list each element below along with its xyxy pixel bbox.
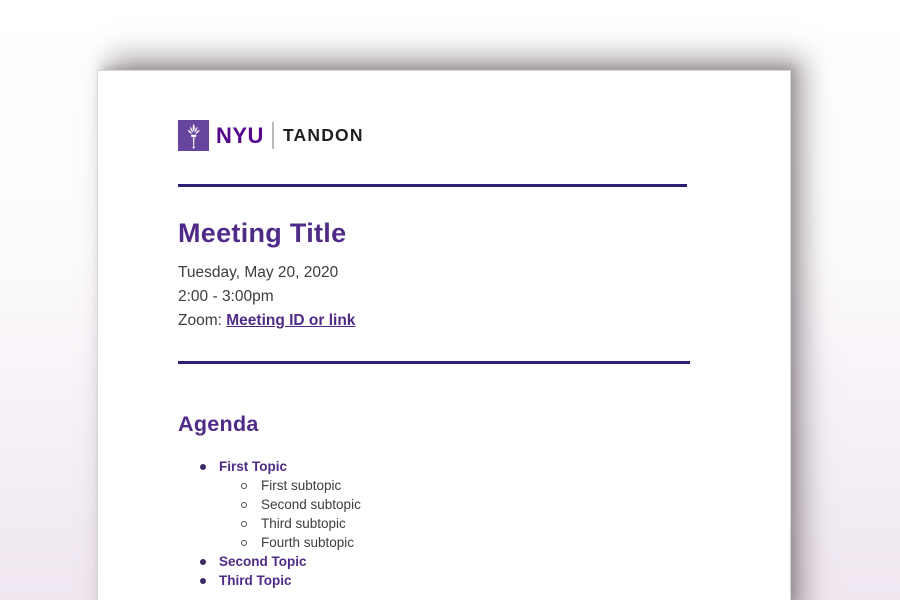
agenda-list [178,457,790,590]
document-page [97,70,791,600]
nyu-wordmark: NYU [216,122,264,148]
agenda-subtopic: Second subtopic [178,495,790,514]
page-content [98,71,790,590]
bullet-icon [200,464,206,470]
agenda-topic: Second Topic [178,552,790,571]
meeting-time: 2:00 - 3:00pm [178,288,274,305]
agenda-subtopic: Fourth subtopic [178,533,790,552]
circle-bullet-icon [241,540,247,546]
meeting-title: Meeting Title [178,218,347,248]
agenda-topic: First Topic [178,457,790,476]
section-rule [178,361,690,364]
agenda-subtopic: First subtopic [178,476,790,495]
agenda-subtopic: Third subtopic [178,514,790,533]
bullet-icon [200,578,206,584]
circle-bullet-icon [241,521,247,527]
zoom-meeting-link[interactable]: Meeting ID or link [226,312,356,329]
circle-bullet-icon [241,502,247,508]
tandon-wordmark: TANDON [282,125,364,145]
nyu-tandon-logo [178,120,790,151]
meeting-info [178,261,790,333]
zoom-line [178,309,790,333]
nyu-torch-icon [178,120,209,151]
agenda-heading: Agenda [178,412,259,436]
circle-bullet-icon [241,483,247,489]
agenda-topic: Third Topic [178,571,790,590]
meeting-date: Tuesday, May 20, 2020 [178,264,339,281]
bullet-icon [200,559,206,565]
logo-divider [272,122,274,149]
header-rule-top [178,184,687,187]
zoom-label: Zoom: [178,312,222,329]
